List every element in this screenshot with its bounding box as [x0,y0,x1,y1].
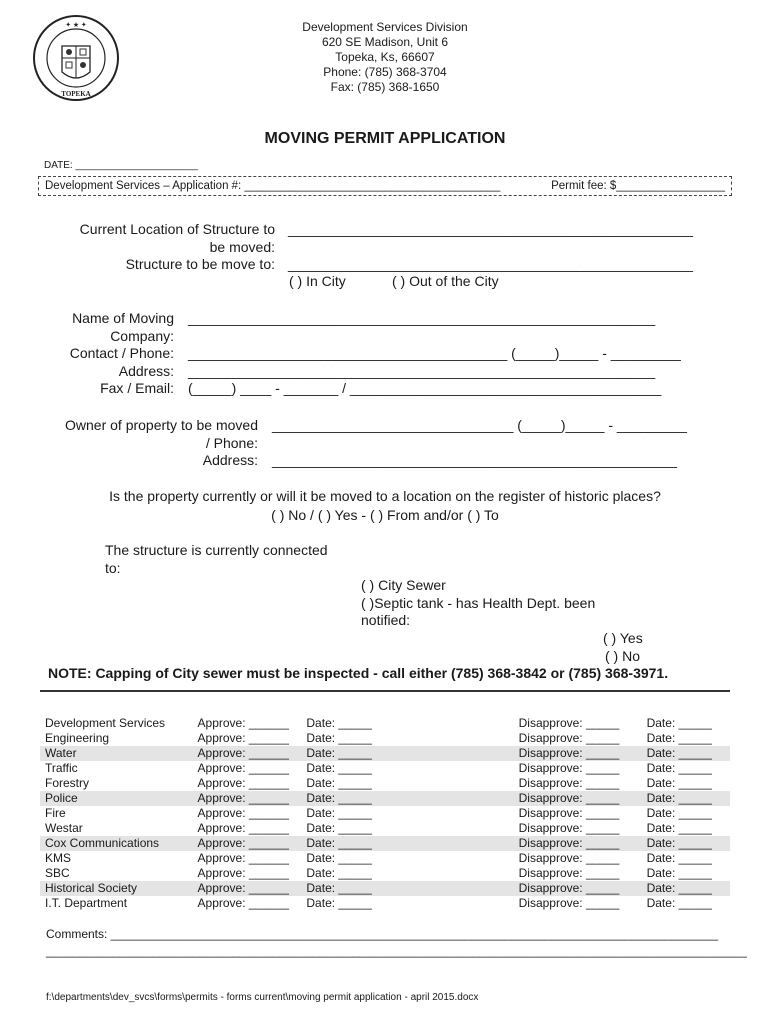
approvals-table [40,716,730,911]
disapprove-date-field[interactable]: Date: _____ [642,791,730,806]
approve-field[interactable]: Approve: ______ [193,881,302,896]
department-name: Water [40,746,193,761]
file-path-footer: f:\departments\dev_svcs\forms\permits - forms current\moving permit application - april 2015.docx [46,992,479,1003]
notified-no-checkbox[interactable]: ( ) No [605,648,640,664]
table-row [40,731,730,746]
approve-field[interactable]: Approve: ______ [197,851,289,865]
table-row [40,866,730,881]
owner-label: Owner of property to be moved [65,417,258,433]
approve-field[interactable]: Approve: ______ [197,806,289,820]
table-row [40,746,730,761]
table-row [40,791,730,806]
table-row [40,881,730,896]
approve-field[interactable]: Approve: ______ [197,866,289,880]
connected-label: The structure is currently connected [105,542,328,558]
disapprove-date-field[interactable]: Date: _____ [642,881,730,896]
approve-date-field[interactable]: Date: _____ [306,716,372,730]
approve-field[interactable]: Approve: ______ [193,836,302,851]
approve-date-field[interactable]: Date: _____ [301,836,513,851]
header-line: 620 SE Madison, Unit 6 [321,35,449,49]
header-line: Fax: (785) 368-1650 [330,80,440,94]
city-seal-logo [32,14,120,102]
office-address-block [220,20,550,95]
disapprove-date-field[interactable]: Date: _____ [646,866,712,880]
moving-address-field[interactable]: ____________________________________________________________ [188,362,656,379]
department-name: Police [40,791,193,806]
department-name: Fire [45,806,66,820]
approve-field[interactable]: Approve: ______ [193,791,302,806]
department-name: Cox Communications [40,836,193,851]
historic-options[interactable]: ( ) No / ( ) Yes - ( ) From and/or ( ) To [271,507,499,523]
disapprove-field[interactable]: Disapprove: _____ [518,821,620,835]
department-name: Development Services [45,716,166,730]
sewer-capping-note: NOTE: Capping of City sewer must be inspected - call either (785) 368-3842 or (785) 368-3971. [48,665,669,681]
table-row [40,851,730,866]
table-row [40,776,730,791]
disapprove-field[interactable]: Disapprove: _____ [518,716,620,730]
table-row [40,761,730,776]
date-field[interactable]: DATE: ______________________ [44,160,198,171]
contact-phone-field[interactable]: _________________________________________ (_____)_____ - _________ [188,345,681,361]
move-to-label: Structure to be move to: [125,256,275,272]
table-row [40,716,730,731]
current-location-label: Current Location of Structure to [79,221,275,237]
owner-address-label: Address: [202,452,258,468]
header-line: Development Services Division [302,20,468,34]
disapprove-field[interactable]: Disapprove: _____ [518,806,620,820]
disapprove-date-field[interactable]: Date: _____ [646,776,712,790]
septic-tank-label-cont: notified: [361,612,411,628]
disapprove-field[interactable]: Disapprove: _____ [518,851,620,865]
approve-field[interactable]: Approve: ______ [197,716,289,730]
address-label: Address: [118,362,174,379]
disapprove-date-field[interactable]: Date: _____ [646,761,712,775]
table-row [40,806,730,821]
approve-date-field[interactable]: Date: _____ [306,806,372,820]
header-line: Phone: (785) 368-3704 [323,65,447,79]
contact-phone-label: Contact / Phone: [69,345,174,361]
moving-company-label: Name of Moving [72,310,174,326]
owner-address-field[interactable]: ____________________________________________________ [272,452,677,468]
disapprove-date-field[interactable]: Date: _____ [646,896,712,910]
owner-phone-field[interactable]: _______________________________ (_____)_____ - _________ [272,417,687,433]
approve-field[interactable]: Approve: ______ [197,896,289,910]
disapprove-field[interactable]: Disapprove: _____ [514,881,642,896]
approve-date-field[interactable]: Date: _____ [306,761,372,775]
disapprove-date-field[interactable]: Date: _____ [646,821,712,835]
approve-field[interactable]: Approve: ______ [193,746,302,761]
city-sewer-checkbox[interactable]: ( ) City Sewer [361,577,446,593]
comments-field-line2[interactable]: _________________________________________________________________________________________________________ [46,944,747,958]
approve-field[interactable]: Approve: ______ [197,761,289,775]
disapprove-date-field[interactable]: Date: _____ [642,746,730,761]
approve-date-field[interactable]: Date: _____ [301,791,513,806]
disapprove-field[interactable]: Disapprove: _____ [518,866,620,880]
fax-email-field[interactable]: (_____) ____ - _______ / ________________________________________ [188,380,662,396]
approve-date-field[interactable]: Date: _____ [306,866,372,880]
application-number-box [38,176,732,196]
approve-date-field[interactable]: Date: _____ [301,881,513,896]
septic-tank-checkbox[interactable]: ( )Septic tank - has Health Dept. been [361,595,596,611]
department-name: KMS [45,851,72,865]
current-location-label-cont: be moved: [209,238,275,255]
disapprove-field[interactable]: Disapprove: _____ [518,761,620,775]
approve-field[interactable]: Approve: ______ [197,731,289,745]
disapprove-field[interactable]: Disapprove: _____ [514,791,642,806]
approve-date-field[interactable]: Date: _____ [306,731,372,745]
disapprove-field[interactable]: Disapprove: _____ [518,731,620,745]
current-location-field[interactable]: ____________________________________________________ [288,221,693,237]
divider [40,690,730,692]
approve-field[interactable]: Approve: ______ [197,776,289,790]
notified-yes-checkbox[interactable]: ( ) Yes [603,630,643,646]
fax-email-label: Fax / Email: [100,380,174,396]
department-name: Traffic [45,761,78,775]
disapprove-date-field[interactable]: Date: _____ [646,716,712,730]
disapprove-date-field[interactable]: Date: _____ [642,836,730,851]
table-row [40,836,730,851]
svg-text:✦ ★ ✦: ✦ ★ ✦ [65,21,87,29]
department-name: I.T. Department [45,896,128,910]
svg-text:TOPEKA: TOPEKA [61,90,91,98]
in-city-checkbox[interactable]: ( ) In City [289,273,346,289]
department-name: Westar [45,821,83,835]
disapprove-field[interactable]: Disapprove: _____ [518,776,620,790]
approve-date-field[interactable]: Date: _____ [306,776,372,790]
form-title: MOVING PERMIT APPLICATION [264,130,506,147]
owner-phone-label: / Phone: [205,434,258,451]
disapprove-date-field[interactable]: Date: _____ [646,806,712,820]
connected-label-cont: to: [105,560,121,576]
table-row [40,821,730,836]
approve-field[interactable]: Approve: ______ [197,821,289,835]
approve-date-field[interactable]: Date: _____ [306,851,372,865]
table-row [40,896,730,911]
approve-date-field[interactable]: Date: _____ [301,746,513,761]
department-name: Historical Society [40,881,193,896]
department-name: Engineering [45,731,110,745]
disapprove-field[interactable]: Disapprove: _____ [518,896,620,910]
comments-field[interactable]: Comments: ___________________________________________________________________________________________ [46,927,718,941]
header-line: Topeka, Ks, 66607 [335,50,435,64]
out-of-city-checkbox[interactable]: ( ) Out of the City [392,273,499,289]
moving-company-label-cont: Company: [110,327,174,344]
move-to-field[interactable]: ____________________________________________________ [288,256,693,272]
department-name: SBC [45,866,70,880]
department-name: Forestry [45,776,90,790]
application-number-field[interactable]: Development Services – Application #: ________________________________________ [45,180,501,192]
disapprove-field[interactable]: Disapprove: _____ [514,746,642,761]
disapprove-date-field[interactable]: Date: _____ [646,731,712,745]
historic-question: Is the property currently or will it be moved to a location on the register of historic places? [109,488,661,504]
approve-date-field[interactable]: Date: _____ [306,821,372,835]
moving-company-field[interactable]: ____________________________________________________________ [188,310,656,326]
approve-date-field[interactable]: Date: _____ [306,896,372,910]
permit-fee-field[interactable]: Permit fee: $_________________ [551,180,725,192]
disapprove-date-field[interactable]: Date: _____ [646,851,712,865]
disapprove-field[interactable]: Disapprove: _____ [514,836,642,851]
